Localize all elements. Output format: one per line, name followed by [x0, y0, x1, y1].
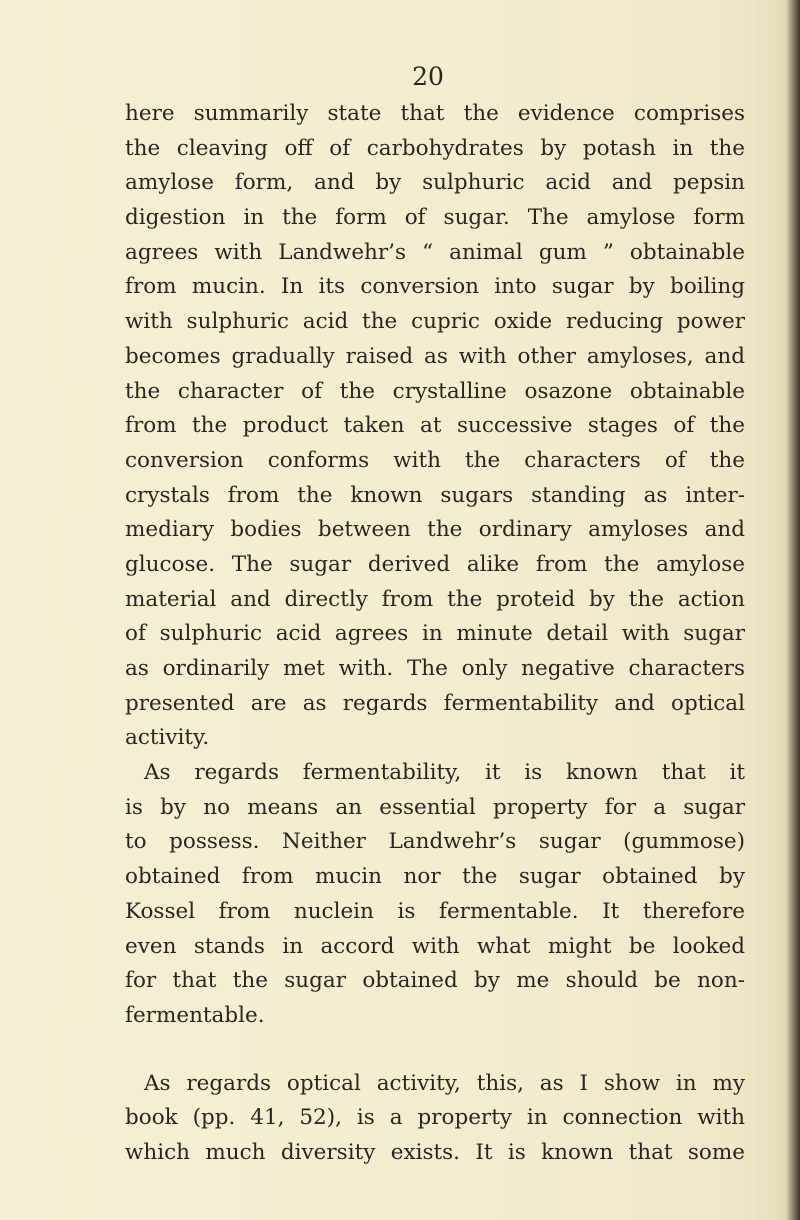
text-line: As regards optical activity, this, as I show in my — [144, 1070, 745, 1096]
text-line: is by no means an essential property for a sugar — [125, 794, 745, 820]
text-line: conversion conforms with the characters of the — [125, 447, 745, 473]
text-line: becomes gradually raised as with other amyloses, and — [125, 343, 745, 369]
text-line: the cleaving off of carbohydrates by potash in the — [125, 135, 745, 161]
text-line: of sulphuric acid agrees in minute detail with sugar — [125, 621, 745, 647]
paragraph — [125, 97, 745, 756]
text-line: material and directly from the proteid by the action — [125, 586, 745, 612]
body-text — [125, 97, 745, 1171]
text-line: to possess. Neither Landwehr’s sugar (gummose) — [125, 829, 745, 855]
text-line: here summarily state that the evidence comprises — [125, 101, 745, 126]
paragraph-gap — [125, 1034, 745, 1067]
text-line: agrees with Landwehr’s “ animal gum ” obtainable — [125, 239, 745, 265]
text-line: from the product taken at successive stages of the — [125, 413, 745, 439]
text-line: obtained from mucin nor the sugar obtained by — [125, 864, 745, 890]
text-line: crystals from the known sugars standing as inter- — [125, 482, 745, 508]
page-edge-shadow — [786, 0, 800, 1220]
text-line: which much diversity exists. It is known that some — [125, 1139, 745, 1165]
paragraph — [125, 1067, 745, 1171]
text-line: Kossel from nuclein is fermentable. It therefore — [125, 898, 745, 924]
paragraph — [125, 756, 745, 1034]
text-line: As regards fermentability, it is known that it — [144, 760, 745, 786]
text-line: mediary bodies between the ordinary amyloses and — [125, 517, 745, 543]
text-line: book (pp. 41, 52), is a property in connection with — [125, 1105, 745, 1131]
text-line: even stands in accord with what might be looked — [125, 933, 745, 959]
text-line: from mucin. In its conversion into sugar by boiling — [125, 274, 745, 300]
text-line: as ordinarily met with. The only negative characters — [125, 656, 745, 681]
text-line: activity. — [125, 725, 210, 751]
text-line: the character of the crystalline osazone obtainable — [125, 378, 745, 404]
text-line: for that the sugar obtained by me should be non- — [125, 968, 745, 994]
page-number: 20 — [412, 62, 444, 91]
text-line: amylose form, and by sulphuric acid and pepsin — [125, 170, 745, 196]
text-line: with sulphuric acid the cupric oxide reducing power — [125, 309, 745, 335]
text-line: digestion in the form of sugar. The amylose form — [125, 205, 745, 231]
text-line: glucose. The sugar derived alike from the amylose — [125, 551, 745, 577]
text-line: fermentable. — [125, 1002, 265, 1028]
text-line: presented are as regards fermentability and optical — [125, 690, 745, 716]
